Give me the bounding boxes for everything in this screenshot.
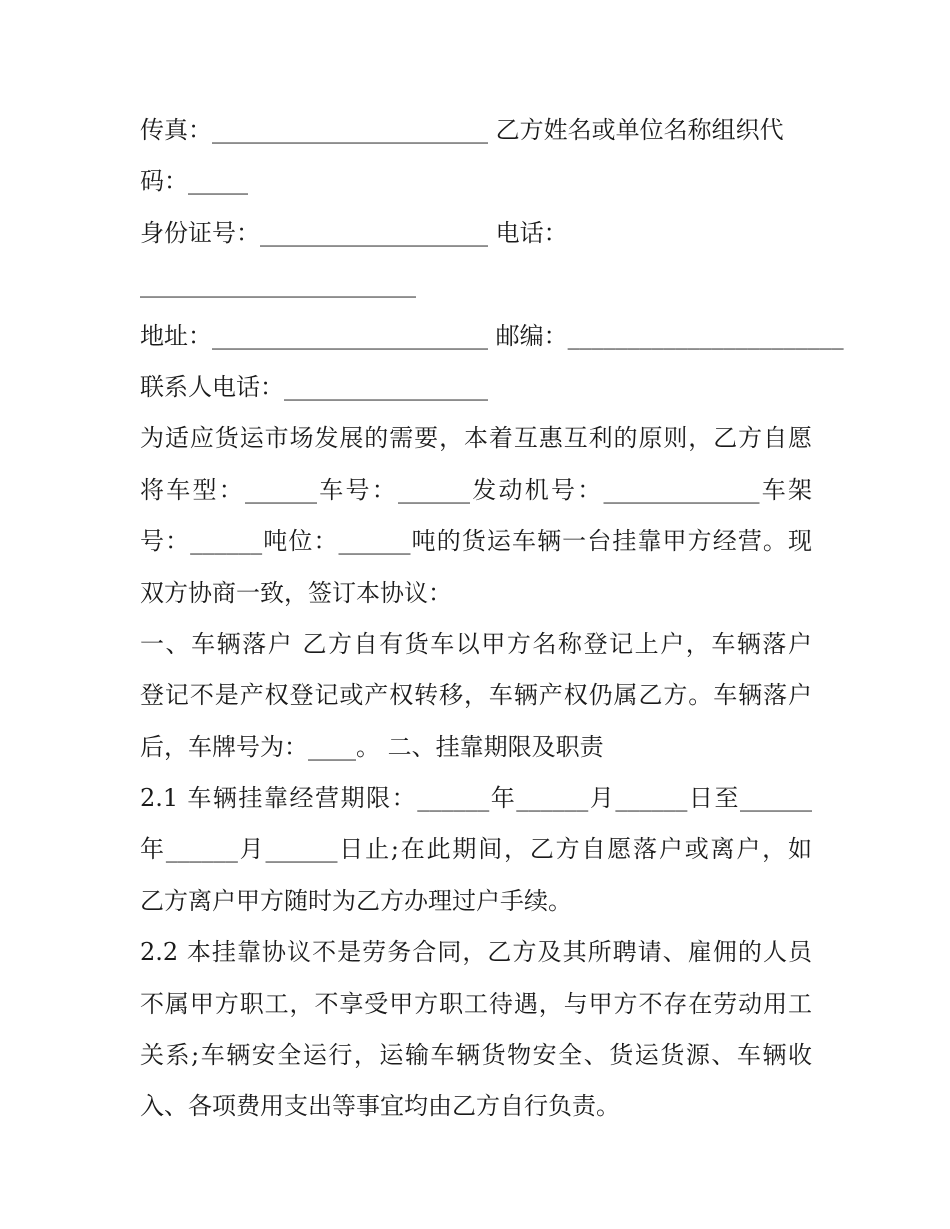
clause-2-1-line: 2.1 车辆挂靠经营期限：______年______月______日至______ [140,784,812,813]
section-1-line: 登记不是产权登记或产权转移，车辆产权仍属乙方。车辆落户 [140,681,812,710]
contact-phone-line: 联系人电话：_________________ [140,372,488,401]
section-2-heading-line: 后，车牌号为：____。 二、挂靠期限及职责 [140,732,604,761]
document-body [140,105,844,1133]
clause-2-2-line: 不属甲方职工，不享受甲方职工待遇，与甲方不存在劳动用工 [140,989,812,1018]
org-code-line: 码：_____ [140,167,248,196]
id-number-line: 身份证号：___________________ 电话： [140,218,568,247]
paragraph-line: 号：______吨位：______吨的货运车辆一台挂靠甲方经营。现 [140,527,812,556]
paragraph-line: 将车型：______车号：______发动机号：_____________车架 [140,475,812,504]
fax-line: 传真：_______________________ 乙方姓名或单位名称组织代 [140,116,784,144]
address-postcode-line: 地址：_______________________ 邮编：_______________________ [140,321,844,350]
clause-2-1-line: 乙方离户甲方随时为乙方办理过户手续。 [140,886,572,915]
phone-blank-line: _______________________ [140,270,416,299]
clause-2-2-line: 关系;车辆安全运行，运输车辆货物安全、货运货源、车辆收 [140,1041,812,1070]
section-1-line: 一、车辆落户 乙方自有货车以甲方名称登记上户，车辆落户 [140,629,812,658]
paragraph-line: 为适应货运市场发展的需要，本着互惠互利的原则，乙方自愿 [140,424,812,453]
clause-2-1-line: 年______月______日止;在此期间，乙方自愿落户或离户，如 [140,835,812,864]
clause-2-2-line: 2.2 本挂靠协议不是劳务合同，乙方及其所聘请、雇佣的人员 [140,938,812,967]
paragraph-line: 双方协商一致，签订本协议： [140,578,452,607]
clause-2-2-line: 入、各项费用支出等事宜均由乙方自行负责。 [140,1092,620,1121]
